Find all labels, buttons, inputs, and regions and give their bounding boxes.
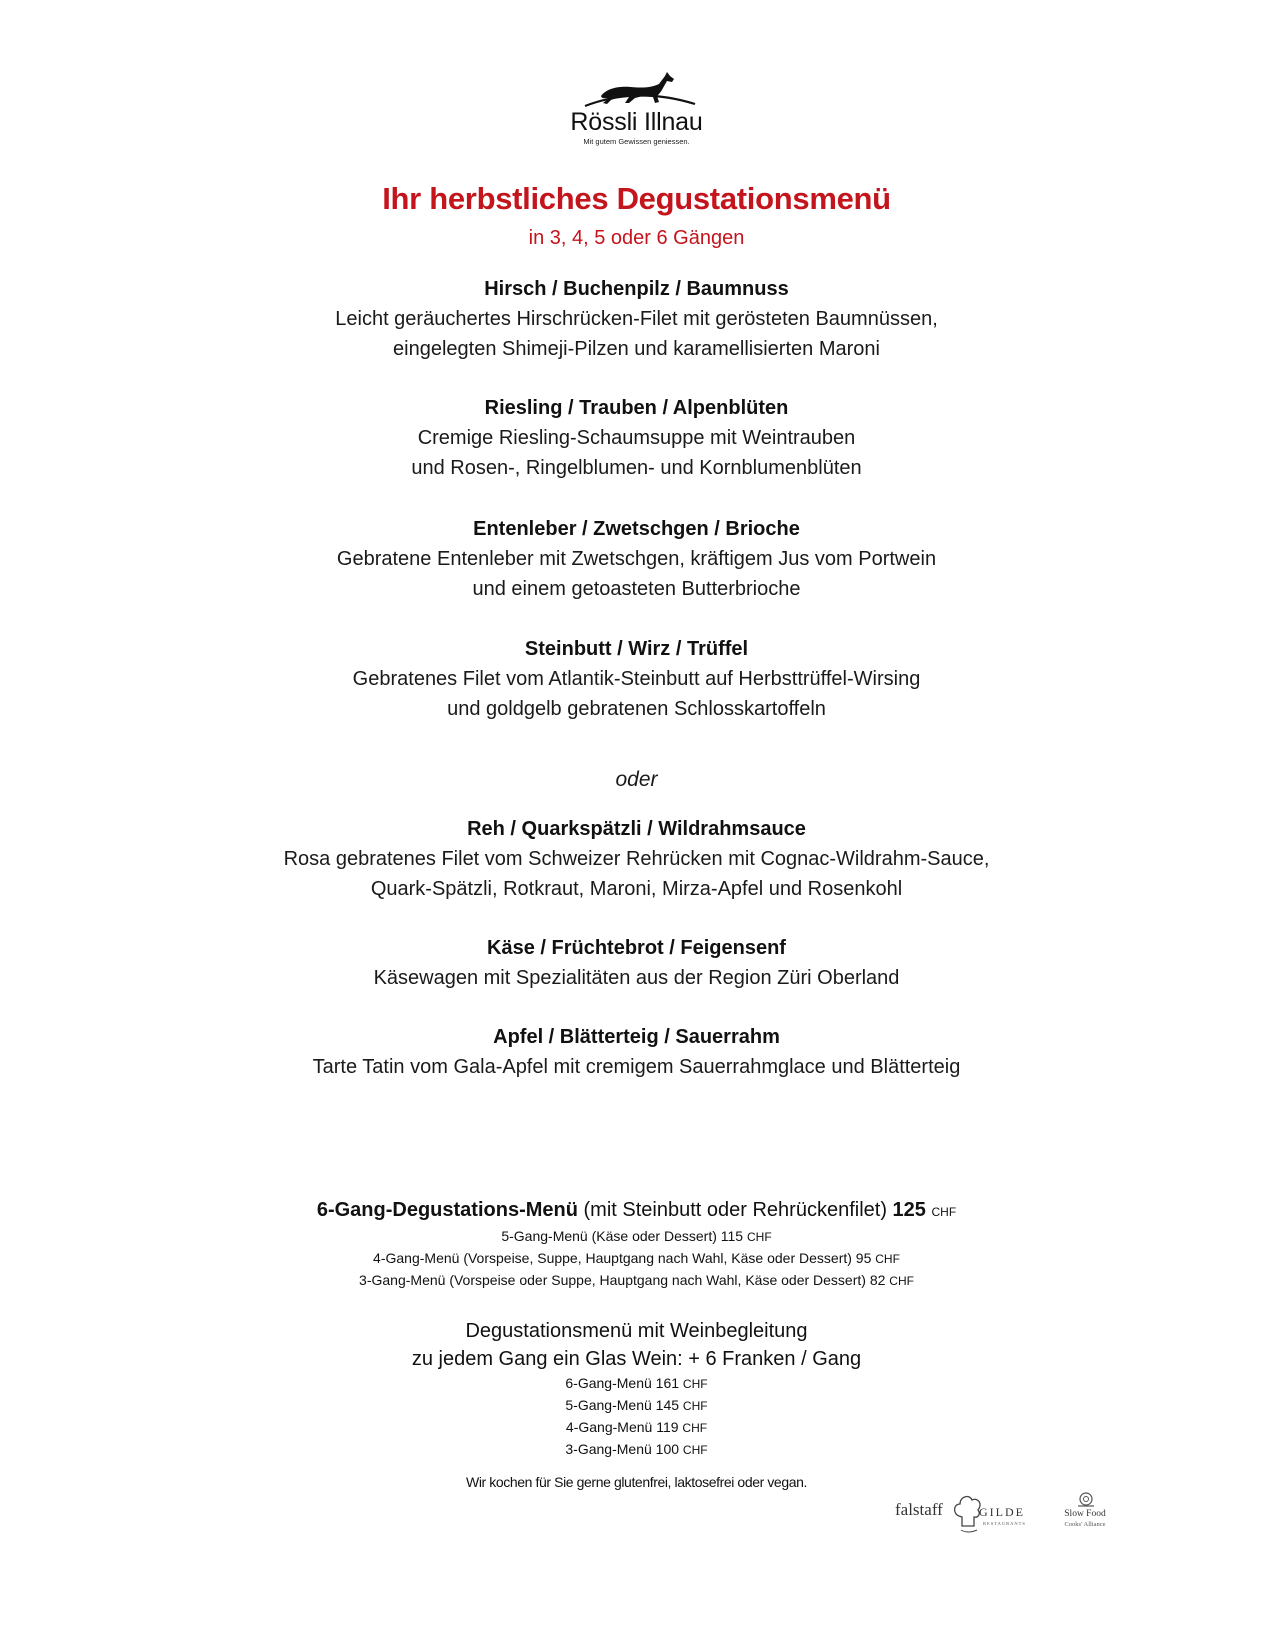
partner-badges bbox=[895, 1488, 1155, 1548]
currency-label: CHF bbox=[682, 1399, 708, 1413]
falstaff-logo: falstaff bbox=[895, 1500, 943, 1519]
currency-label: CHF bbox=[682, 1377, 708, 1391]
course-item bbox=[0, 274, 1273, 364]
menu-price-option: 4-Gang-Menü (Vorspeise, Suppe, Hauptgang nach Wahl, Käse oder Dessert) 95 CHF bbox=[373, 1250, 900, 1266]
wine-pairing-section bbox=[0, 1317, 1273, 1461]
course-description: Leicht geräuchertes Hirschrücken-Filet mit gerösteten Baumnüssen, bbox=[335, 308, 938, 330]
course-title: Reh / Quarkspätzli / Wildrahmsauce bbox=[467, 818, 806, 840]
currency-label: CHF bbox=[682, 1443, 708, 1457]
course-description: Käsewagen mit Spezialitäten aus der Region Züri Oberland bbox=[373, 967, 900, 989]
currency-label: CHF bbox=[889, 1274, 914, 1288]
course-title: Steinbutt / Wirz / Trüffel bbox=[524, 638, 749, 660]
course-item bbox=[0, 514, 1273, 604]
currency-label: CHF bbox=[682, 1421, 708, 1435]
page-title: Ihr herbstliches Degustationsmenü bbox=[382, 181, 891, 216]
menu-price-option: 3-Gang-Menü (Vorspeise oder Suppe, Hauptgang nach Wahl, Käse oder Dessert) 82 CHF bbox=[359, 1272, 914, 1288]
course-item bbox=[0, 634, 1273, 724]
course-separator: oder bbox=[615, 768, 658, 791]
wine-heading: Degustationsmenü mit Weinbegleitung bbox=[465, 1320, 808, 1342]
course-description: eingelegten Shimeji-Pilzen und karamellisierten Maroni bbox=[393, 338, 880, 360]
wine-subheading: zu jedem Gang ein Glas Wein: + 6 Franken / Gang bbox=[411, 1348, 862, 1370]
course-item bbox=[0, 933, 1273, 993]
course-item bbox=[0, 393, 1273, 483]
course-description: Gebratene Entenleber mit Zwetschgen, kräftigem Jus vom Portwein bbox=[336, 548, 937, 570]
course-title: Käse / Früchtebrot / Feigensenf bbox=[487, 937, 786, 959]
course-description: Cremige Riesling-Schaumsuppe mit Weintrauben bbox=[417, 427, 856, 449]
currency-label: CHF bbox=[746, 1230, 772, 1244]
wine-price-option: 6-Gang-Menü 161 CHF bbox=[565, 1375, 708, 1391]
main-menu-amount: 125 bbox=[892, 1199, 926, 1221]
currency-label: CHF bbox=[931, 1205, 957, 1219]
course-description: und Rosen-, Ringelblumen- und Kornblumenblüten bbox=[411, 457, 862, 479]
course-description: und goldgelb gebratenen Schlosskartoffeln bbox=[447, 698, 826, 720]
gilde-name: GILDE bbox=[979, 1505, 1025, 1519]
course-description: und einem getoasteten Butterbrioche bbox=[472, 578, 801, 600]
brand-tagline: Mit gutem Gewissen geniessen. bbox=[583, 137, 690, 146]
currency-label: CHF bbox=[875, 1252, 900, 1266]
course-title: Entenleber / Zwetschgen / Brioche bbox=[473, 518, 800, 540]
slow-food-sub: Cooks' Alliance bbox=[1064, 1521, 1106, 1528]
dietary-note: Wir kochen für Sie gerne glutenfrei, laktosefrei oder vegan. bbox=[466, 1474, 807, 1490]
course-description: Gebratenes Filet vom Atlantik-Steinbutt auf Herbsttrüffel-Wirsing bbox=[352, 668, 921, 690]
course-description: Quark-Spätzli, Rotkraut, Maroni, Mirza-Apfel und Rosenkohl bbox=[370, 878, 903, 900]
pricing-section bbox=[0, 1196, 1273, 1292]
gilde-sub: RESTAURANTS bbox=[983, 1521, 1026, 1526]
main-menu-name: 6-Gang-Degustations-Menü bbox=[316, 1199, 578, 1221]
main-menu-price bbox=[0, 1196, 1273, 1226]
slow-food-logo bbox=[1050, 1490, 1130, 1540]
horse-icon bbox=[567, 70, 707, 110]
page-subtitle: in 3, 4, 5 oder 6 Gängen bbox=[528, 227, 745, 249]
wine-price-option: 3-Gang-Menü 100 CHF bbox=[565, 1441, 708, 1457]
snail-icon bbox=[1075, 1490, 1097, 1508]
course-title: Hirsch / Buchenpilz / Baumnuss bbox=[484, 278, 789, 300]
slow-food-name: Slow Food bbox=[1064, 1509, 1106, 1519]
menu-price-option: 5-Gang-Menü (Käse oder Dessert) 115 CHF bbox=[501, 1228, 772, 1244]
course-item bbox=[0, 814, 1273, 904]
course-description: Rosa gebratenes Filet vom Schweizer Rehrücken mit Cognac-Wildrahm-Sauce, bbox=[283, 848, 990, 870]
main-menu-detail: (mit Steinbutt oder Rehrückenfilet) bbox=[577, 1199, 893, 1221]
gilde-logo bbox=[953, 1490, 1043, 1536]
course-title: Apfel / Blätterteig / Sauerrahm bbox=[493, 1026, 780, 1048]
brand-logo bbox=[0, 70, 1273, 147]
brand-name: Rössli Illnau bbox=[570, 108, 703, 136]
course-item bbox=[0, 1022, 1273, 1082]
wine-price-option: 5-Gang-Menü 145 CHF bbox=[565, 1397, 708, 1413]
wine-price-option: 4-Gang-Menü 119 CHF bbox=[565, 1419, 708, 1435]
course-title: Riesling / Trauben / Alpenblüten bbox=[484, 397, 789, 419]
course-description: Tarte Tatin vom Gala-Apfel mit cremigem Sauerrahmglace und Blätterteig bbox=[312, 1056, 961, 1078]
